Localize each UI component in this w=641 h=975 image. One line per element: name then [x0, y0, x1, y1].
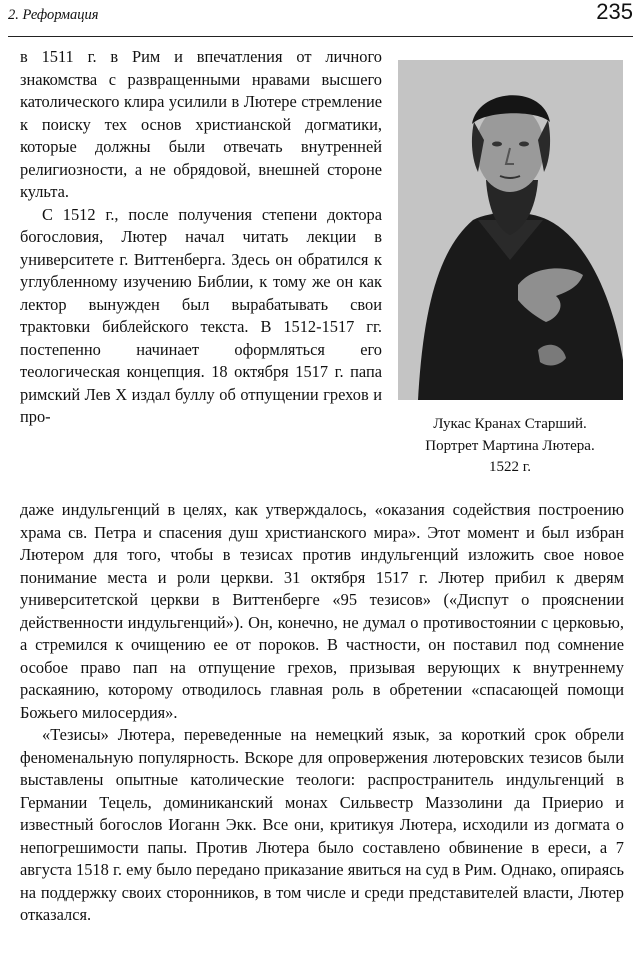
caption-line-2: Портрет Мартина Лютера.	[425, 437, 595, 454]
full-width-text	[20, 499, 624, 927]
paragraph-2-continuation: даже индульгенций в целях, как утверждалось, «оказания содействия построению храма св. Петра и спасения душ христианского мира». Этот момент и был избран Лютером для того, чтобы в тезисах против индульгенций изложить свое новое понимание места и роли церкви. 31 октября 1517 г. Лютер прибил к дверям университетской церкви в Виттенберге «95 тезисов» («Диспут о прояснении действенности индульгенций»). Он, конечно, не думал о противостоянии с церковью, а стремился к очищению ее от пороков. В частности, он поставил под сомнение особое право пап на отпущение грехов, призывая верующих к внутреннему раскаянию, которому отводилось главная роль в обретении «спасающей помощи Божьего милосердия».	[20, 500, 624, 722]
luther-portrait-image	[398, 60, 623, 400]
page-header	[8, 0, 633, 37]
narrow-text-column	[20, 46, 382, 429]
portrait-illustration	[398, 60, 623, 400]
section-title: 2. Реформация	[8, 7, 99, 23]
caption-line-3: 1522 г.	[489, 459, 531, 475]
page-number: 235	[596, 0, 633, 24]
caption-line-1: Лукас Кранах Старший.	[433, 416, 587, 432]
paragraph-1: в 1511 г. в Рим и впечатления от личного знакомства с развращенными нравами высшего католического клира усилили в Лютере стремление к поиску тех основ христианской догматики, которые должны были отвечать внутренней религиозности, а не обрядовой, внешней стороне культа.	[20, 47, 382, 201]
paragraph-2-start: С 1512 г., после получения степени доктора богословия, Лютер начал читать лекции в университете г. Виттенберга. Здесь он обратился к углубленному изучению Библии, к тому же он как лектор вынужден был вырабатывать свои трактовки библейского текста. В 1512-1517 гг. постепенно начинает оформляться его теологическая концепция. 18 октября 1517 г. папа римский Лев X издал буллу об отпущении грехов и про-	[20, 204, 382, 426]
figure-caption	[392, 414, 628, 479]
paragraph-3: «Тезисы» Лютера, переведенные на немецкий язык, за короткий срок обрели феноменальную популярность. Вскоре для опровержения лютеровских тезисов были выставлены опытные католические теологи: распространитель индульгенций в Германии Тецель, доминиканский монах Сильвестр Маззолини да Приерио и известный богослов Иоганн Экк. Все они, критикуя Лютера, исходили из догмата о непогрешимости папы. Против Лютера было составлено обвинение в ереси, а 7 августа 1518 г. ему было передано приказание явиться на суд в Рим. Однако, опираясь на поддержку своих сторонников, в том числе и среди представителей власти, Лютер отказался.	[20, 725, 624, 924]
